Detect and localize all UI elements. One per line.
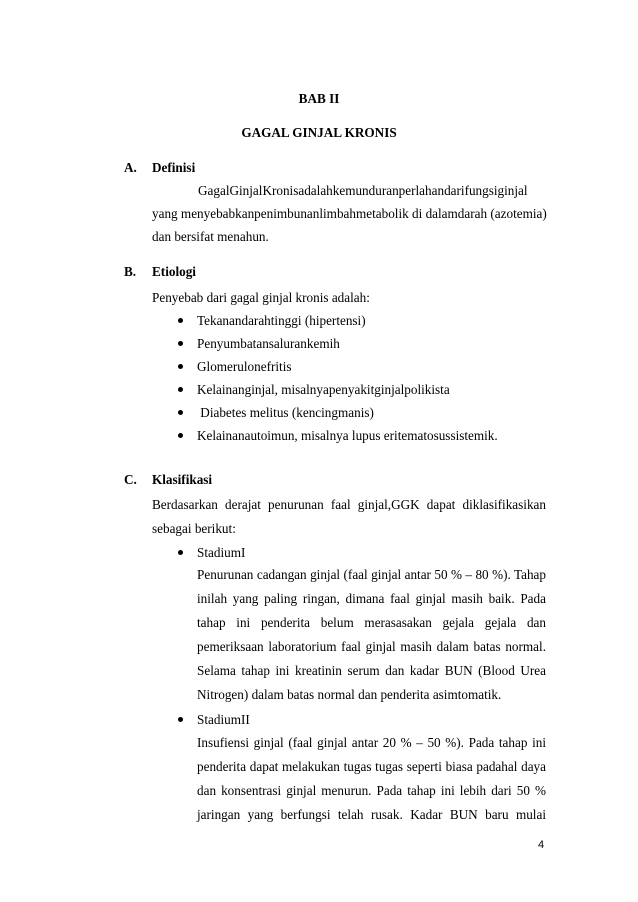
section-c-heading: Klasifikasi [152, 472, 213, 487]
bullet-icon [178, 387, 183, 392]
stage-text-line: inilah yang paling ringan, dimana faal ginjal masih baik. Pada [197, 591, 546, 606]
section-c-marker: C. [124, 472, 137, 487]
definition-line: dan bersifat menahun. [152, 229, 269, 244]
stage-text-line: pemeriksaan laboratorium faal ginjal masih dalam batas normal. [197, 639, 546, 654]
stage-text-line: dan konsentrasi ginjal menurun. Pada tahap ini lebih dari 50 % [197, 783, 546, 798]
definition-line: GagalGinjalKronisadalahkemunduranperlahandarifungsiginjal [198, 183, 528, 198]
stage-label: StadiumII [197, 712, 250, 727]
stage-label: StadiumI [197, 545, 246, 560]
classification-intro-line: Berdasarkan derajat penurunan faal ginjal,GGK dapat diklasifikasikan [152, 497, 546, 512]
stage-text-line: tahap ini penderita belum merasasakan gejala gejala dan [197, 615, 546, 630]
definition-line: yang menyebabkanpenimbunanlimbahmetabolik di dalamdarah (azotemia) [152, 206, 547, 221]
stage-text-line: jaringan yang berfungsi telah rusak. Kadar BUN baru mulai [197, 807, 546, 822]
stage-text-line: Insufiensi ginjal (faal ginjal antar 20 % – 50 %). Pada tahap ini [197, 735, 546, 750]
etiology-item: Tekanandarahtinggi (hipertensi) [197, 313, 366, 328]
stage-text-line: penderita dapat melakukan tugas tugas seperti biasa padahal daya [197, 759, 546, 774]
classification-intro-line: sebagai berikut: [152, 521, 236, 536]
bullet-icon [178, 433, 183, 438]
stage-text-line: Penurunan cadangan ginjal (faal ginjal antar 50 % – 80 %). Tahap [197, 567, 546, 582]
chapter-label: BAB II [298, 91, 340, 106]
bullet-icon [178, 550, 183, 555]
bullet-icon [178, 717, 183, 722]
chapter-title: GAGAL GINJAL KRONIS [241, 125, 397, 140]
section-b-marker: B. [124, 264, 137, 279]
bullet-icon [178, 364, 183, 369]
etiology-intro: Penyebab dari gagal ginjal kronis adalah: [152, 290, 370, 305]
bullet-icon [178, 410, 183, 415]
section-b-heading: Etiologi [152, 264, 196, 279]
stage-text-line: Nitrogen) dalam batas normal dan penderita asimtomatik. [197, 687, 502, 702]
etiology-item: Diabetes melitus (kencingmanis) [197, 405, 374, 420]
section-a-marker: A. [124, 160, 137, 175]
etiology-item: Penyumbatansalurankemih [197, 336, 340, 351]
etiology-item: Glomerulonefritis [197, 359, 292, 374]
section-a-heading: Definisi [152, 160, 196, 175]
etiology-item: Kelainanginjal, misalnyapenyakitginjalpolikista [197, 382, 450, 397]
page-number: 4 [538, 839, 545, 851]
bullet-icon [178, 341, 183, 346]
bullet-icon [178, 318, 183, 323]
etiology-item: Kelainanautoimun, misalnya lupus eritematosussistemik. [197, 428, 498, 443]
stage-text-line: Selama tahap ini kreatinin serum dan kadar BUN (Blood Urea [197, 663, 546, 678]
